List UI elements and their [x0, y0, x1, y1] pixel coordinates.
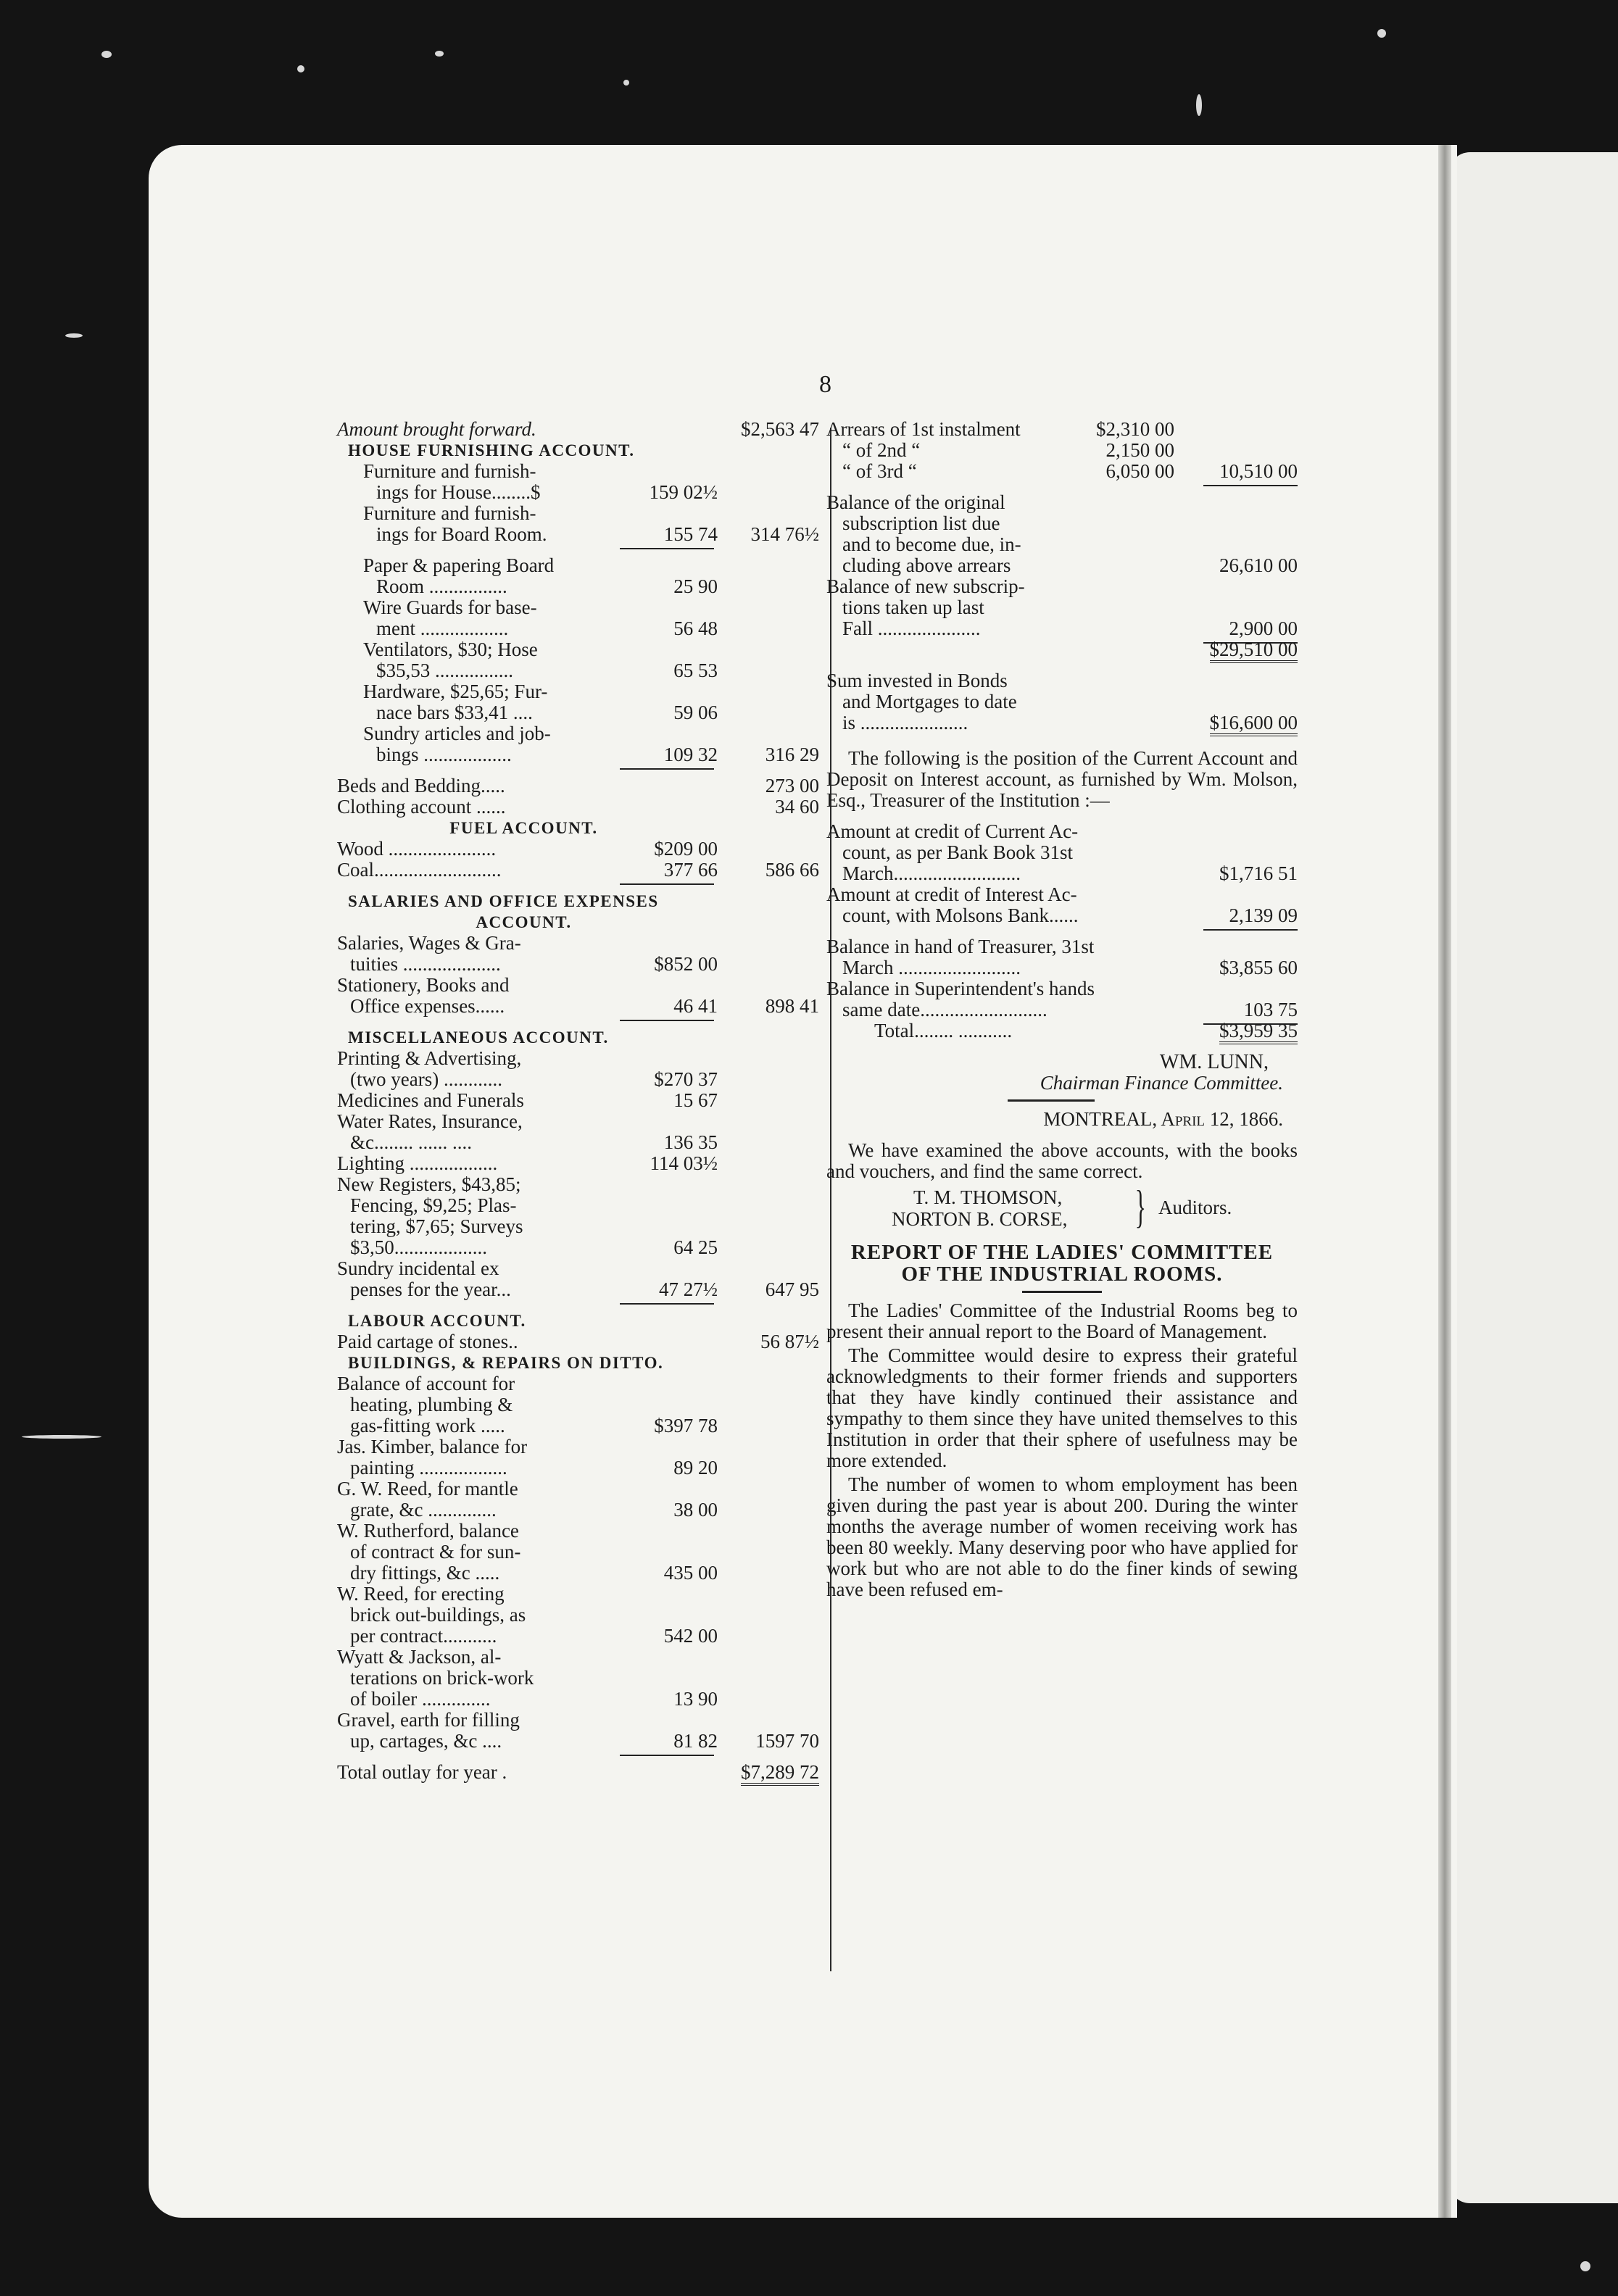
row-label: Medicines and Funerals [337, 1089, 524, 1111]
ledger-row [826, 999, 1298, 1020]
section-heading [337, 1310, 819, 1331]
section-heading [337, 1027, 819, 1048]
section-heading [337, 891, 819, 912]
row-label: is ...................... [842, 712, 968, 733]
ledger-row [337, 1626, 819, 1647]
ledger-row [337, 1279, 819, 1300]
amount-item: 59 06 [673, 702, 718, 723]
report-paragraph-2: The Committee would desire to express their grateful acknowledgments to their former friends and supporters that they have kindly continued their assistance and sympathy to them since they have united themselves to this Institution in order that their sphere of usefulness may be more extended. [826, 1344, 1298, 1471]
position-intro-text: The following is the position of the Current Account and Deposit on Interest account, as furnished by Wm. Molson, Esq., Treasurer of the Institution :— [826, 747, 1298, 811]
ledger-row [337, 618, 819, 639]
ledger-row [826, 884, 1298, 905]
row-label: $3,50................... [350, 1236, 487, 1258]
ledger-row [826, 712, 1298, 733]
underline-rule [620, 1755, 714, 1756]
amount-item: 159 02½ [649, 481, 718, 503]
right-column [826, 419, 1298, 1600]
ledger-row [337, 1373, 819, 1394]
row-label: Fencing, $9,25; Plas- [350, 1194, 517, 1216]
ledger-row [826, 978, 1298, 999]
report-paragraph-1: The Ladies' Committee of the Industrial Rooms beg to present their annual report to the Board of Management. [826, 1299, 1298, 1342]
amount-item: $852 00 [654, 953, 718, 975]
row-label: “ of 2nd “ [842, 439, 921, 461]
row-label: Hardware, $25,65; Fur- [363, 681, 548, 702]
row-label: brick out-buildings, as [350, 1604, 526, 1626]
ledger-row [337, 1731, 819, 1752]
ledger-row [826, 597, 1298, 618]
ledger-row [337, 1710, 819, 1731]
ledger-row [337, 1436, 819, 1457]
ledger-row [337, 1195, 819, 1216]
amount-item: 65 53 [673, 660, 718, 681]
amount-total: $7,289 72 [741, 1762, 819, 1786]
row-label: W. Reed, for erecting [337, 1583, 505, 1605]
amount-total: 647 95 [765, 1278, 819, 1300]
ledger-row [337, 597, 819, 618]
row-label: heating, plumbing & [350, 1394, 513, 1415]
bank-rows [826, 821, 1298, 1041]
amount-item: 2,150 00 [1105, 439, 1174, 461]
amount-total: 56 87½ [760, 1331, 819, 1352]
row-label: Total outlay for year . [337, 1761, 507, 1783]
ledger-row [826, 936, 1298, 957]
ledger-row [337, 1668, 819, 1689]
row-label: of contract & for sun- [350, 1541, 521, 1563]
row-label: and to become due, in- [842, 533, 1021, 555]
row-label: grate, &c .............. [350, 1499, 497, 1521]
auditor-thomson: T. M. THOMSON, [913, 1186, 1063, 1208]
underline-rule [620, 1020, 714, 1021]
row-label: Fall ..................... [842, 617, 981, 639]
auditor-corse: NORTON B. CORSE, [892, 1208, 1068, 1230]
facing-page [1448, 152, 1618, 2203]
row-label: Balance of the original [826, 491, 1005, 513]
row-gap [337, 881, 819, 891]
amount-total: 2,139 09 [1229, 904, 1298, 926]
row-label: Wyatt & Jackson, al- [337, 1646, 502, 1668]
row-label: March ......................... [842, 957, 1021, 978]
row-label: Amount at credit of Interest Ac- [826, 883, 1077, 905]
ledger-row [337, 524, 819, 545]
row-label: ings for Board Room. [376, 523, 547, 545]
ledger-row [337, 1521, 819, 1542]
ledger-row [337, 1331, 819, 1352]
row-gap [337, 1017, 819, 1027]
amount-total: 2,900 00 [1229, 617, 1298, 639]
row-label: Sundry incidental ex [337, 1257, 499, 1279]
ledger-row [826, 691, 1298, 712]
row-label: Printing & Advertising, [337, 1047, 522, 1069]
underline-rule [1203, 485, 1298, 486]
amount-item: 136 35 [663, 1131, 718, 1153]
ledger-row [337, 681, 819, 702]
amount-item: 56 48 [673, 617, 718, 639]
ledger-row [337, 775, 819, 796]
ledger-row [337, 1647, 819, 1668]
ledger-row [337, 1457, 819, 1478]
row-gap [826, 926, 1298, 936]
ledger-row [337, 482, 819, 503]
row-label: $35,53 ................ [376, 660, 513, 681]
row-label: Jas. Kimber, balance for [337, 1436, 528, 1457]
row-label: count, as per Bank Book 31st [842, 841, 1073, 863]
section-heading-text: ACCOUNT. [476, 913, 572, 931]
ledger-row [337, 419, 819, 440]
amount-item: 46 41 [673, 995, 718, 1017]
row-label: Salaries, Wages & Gra- [337, 932, 521, 954]
row-gap [337, 1752, 819, 1762]
row-label: Sundry articles and job- [363, 723, 551, 744]
amount-total: $29,510 00 [1210, 639, 1298, 663]
amount-item: 38 00 [673, 1499, 718, 1521]
row-label: Balance of account for [337, 1373, 515, 1394]
ledger-row [826, 440, 1298, 461]
row-label: Total........ ........... [874, 1020, 1013, 1041]
ledger-row [826, 576, 1298, 597]
row-label: Paper & papering Board [363, 554, 555, 576]
row-label: Balance in Superintendent's hands [826, 978, 1095, 999]
ledger-row [337, 1605, 819, 1626]
auditors-label: Auditors. [1158, 1197, 1232, 1218]
section-heading-text: BUILDINGS, & REPAIRS ON DITTO. [348, 1354, 664, 1372]
section-heading [337, 912, 819, 933]
row-label: per contract........... [350, 1625, 497, 1647]
ledger-row [826, 863, 1298, 884]
ledger-row [337, 1258, 819, 1279]
ledger-row [826, 1020, 1298, 1041]
amount-total: 34 60 [775, 796, 819, 818]
amount-item: 15 67 [673, 1089, 718, 1111]
section-heading-text: MISCELLANEOUS ACCOUNT. [348, 1028, 609, 1047]
row-label: ings for House........$ [376, 481, 541, 503]
ledger-row [337, 1542, 819, 1563]
ledger-row [337, 1090, 819, 1111]
amount-total: $16,600 00 [1210, 712, 1298, 736]
ledger-row [337, 933, 819, 954]
row-label: Stationery, Books and [337, 974, 510, 996]
amount-item: 25 90 [673, 575, 718, 597]
section-heading-text: HOUSE FURNISHING ACCOUNT. [348, 441, 635, 459]
row-label: nace bars $33,41 .... [376, 702, 533, 723]
row-label: Beds and Bedding..... [337, 775, 505, 796]
ledger-row [337, 975, 819, 996]
row-label: Wood ...................... [337, 838, 497, 860]
row-label: Balance of new subscrip- [826, 575, 1025, 597]
report-title-line1: REPORT OF THE LADIES' COMMITTEE [850, 1241, 1274, 1264]
row-label: W. Rutherford, balance [337, 1520, 519, 1542]
row-label: painting .................. [350, 1457, 507, 1478]
row-label: “ of 3rd “ [842, 460, 917, 482]
underline-rule [1203, 929, 1298, 931]
amount-total: $3,959 35 [1219, 1020, 1298, 1044]
page-fold [1438, 145, 1451, 2218]
ledger-row [337, 660, 819, 681]
ledger-row [826, 905, 1298, 926]
ledger-row [337, 1048, 819, 1069]
amount-total: 586 66 [765, 859, 819, 881]
ledger-row [337, 503, 819, 524]
row-label: Amount at credit of Current Ac- [826, 820, 1079, 842]
amount-item: $2,310 00 [1096, 418, 1174, 440]
amount-item: $209 00 [654, 838, 718, 860]
row-label: Gravel, earth for filling [337, 1709, 520, 1731]
row-label: March.......................... [842, 862, 1021, 884]
amount-total: 26,610 00 [1219, 554, 1298, 576]
background-speck [1580, 2261, 1590, 2271]
underline-rule [620, 548, 714, 549]
audit-statement: We have examined the above accounts, with the books and vouchers, and find the same correct. [826, 1139, 1298, 1182]
ledger-row [337, 723, 819, 744]
page-number: 8 [819, 371, 831, 398]
row-label: tions taken up last [842, 596, 984, 618]
report-paragraph-3: The number of women to whom employment has been given during the past year is about 200. During the winter months the average number of women receiving work has been 80 weekly. Many deserving poor who have applied for work but who are not able to do the finer kinds of sewing have been refused em- [826, 1473, 1298, 1600]
dateline: MONTREAL, April 12, 1866. [1043, 1108, 1283, 1130]
ledger-row [337, 1132, 819, 1153]
amount-total: 103 75 [1243, 999, 1298, 1020]
row-label: terations on brick-work [350, 1667, 534, 1689]
row-label: Coal.......................... [337, 859, 502, 881]
ledger-row [826, 957, 1298, 978]
ledger-row [337, 860, 819, 881]
row-label: Amount brought forward. [337, 418, 536, 440]
ledger-row [337, 1111, 819, 1132]
row-label: G. W. Reed, for mantle [337, 1478, 518, 1500]
row-label: Furniture and furnish- [363, 502, 536, 524]
ledger-row [826, 534, 1298, 555]
ledger-row [337, 1153, 819, 1174]
row-label: (two years) ............ [350, 1068, 502, 1090]
ledger-row [337, 639, 819, 660]
row-label: tuities .................... [350, 953, 501, 975]
ledger-row [337, 461, 819, 482]
row-label: bings .................. [376, 744, 512, 765]
row-label: dry fittings, &c ..... [350, 1562, 500, 1584]
amount-total: 273 00 [765, 775, 819, 796]
row-label: Lighting .................. [337, 1152, 498, 1174]
ledger-row [826, 555, 1298, 576]
signature-title: Chairman Finance Committee. [1040, 1072, 1283, 1094]
divider [1008, 1099, 1095, 1102]
brace-glyph: } [1134, 1181, 1147, 1232]
amount-item: 6,050 00 [1105, 460, 1174, 482]
amount-item: 13 90 [673, 1688, 718, 1710]
section-heading-text: LABOUR ACCOUNT. [348, 1312, 526, 1330]
row-label: Water Rates, Insurance, [337, 1110, 523, 1132]
amount-total: $2,563 47 [741, 418, 819, 440]
ledger-row [826, 618, 1298, 639]
ledger-row [826, 821, 1298, 842]
background-speck [623, 80, 629, 86]
background-speck [22, 1435, 101, 1439]
background-speck [435, 51, 444, 57]
amount-item: $397 78 [654, 1415, 718, 1436]
underline-rule [620, 883, 714, 885]
underline-rule [620, 1303, 714, 1305]
row-label: ment .................. [376, 617, 509, 639]
ledger-row [337, 996, 819, 1017]
row-label: Arrears of 1st instalment [826, 418, 1021, 440]
row-label: gas-fitting work ..... [350, 1415, 505, 1436]
ledger-row [337, 1689, 819, 1710]
section-heading [337, 1352, 819, 1373]
amount-total: 1597 70 [755, 1730, 819, 1752]
ledger-row [826, 639, 1298, 660]
ledger-row [337, 954, 819, 975]
ledger-row [337, 1415, 819, 1436]
ledger-row [826, 513, 1298, 534]
report-title-line2: OF THE INDUSTRIAL ROOMS. [901, 1263, 1223, 1286]
row-gap [337, 1300, 819, 1310]
row-label: of boiler .............. [350, 1688, 491, 1710]
row-label: Paid cartage of stones.. [337, 1331, 518, 1352]
ledger-row [337, 1500, 819, 1521]
background-speck [1196, 94, 1202, 116]
row-label: Ventilators, $30; Hose [363, 639, 538, 660]
section-heading [337, 440, 819, 461]
underline-rule [620, 768, 714, 770]
row-label: New Registers, $43,85; [337, 1173, 521, 1195]
ledger-row [337, 1216, 819, 1237]
amount-total: $3,855 60 [1219, 957, 1298, 978]
row-label: cluding above arrears [842, 554, 1011, 576]
amount-item: 47 27½ [659, 1278, 718, 1300]
row-label: tering, $7,65; Surveys [350, 1215, 523, 1237]
section-heading [337, 818, 819, 839]
ledger-row [826, 461, 1298, 482]
background-speck [65, 333, 83, 338]
amount-item: 155 74 [663, 523, 718, 545]
row-label: count, with Molsons Bank...... [842, 904, 1079, 926]
amount-total: 898 41 [765, 995, 819, 1017]
amount-item: $270 37 [654, 1068, 718, 1090]
amount-item: 64 25 [673, 1236, 718, 1258]
amount-total: 316 29 [765, 744, 819, 765]
amount-item: 542 00 [663, 1625, 718, 1647]
ledger-row [337, 839, 819, 860]
ledger-row [337, 576, 819, 597]
row-label: up, cartages, &c .... [350, 1730, 502, 1752]
ledger-row [337, 1174, 819, 1195]
amount-total: $1,716 51 [1219, 862, 1298, 884]
ledger-row [826, 492, 1298, 513]
section-heading-text: FUEL ACCOUNT. [449, 819, 598, 837]
left-column-accounts [337, 419, 819, 1783]
ledger-row [337, 1762, 819, 1783]
row-label: Room ................ [376, 575, 507, 597]
signature-name: WM. LUNN, [1159, 1051, 1269, 1073]
row-gap [337, 545, 819, 555]
row-label: same date.......................... [842, 999, 1047, 1020]
section-heading-text: SALARIES AND OFFICE EXPENSES [348, 892, 659, 910]
row-label: Sum invested in Bonds [826, 670, 1008, 691]
amount-item: 81 82 [673, 1730, 718, 1752]
row-label: subscription list due [842, 512, 1000, 534]
ledger-row [337, 1584, 819, 1605]
ledger-row [337, 702, 819, 723]
ledger-row [826, 419, 1298, 440]
row-label: Balance in hand of Treasurer, 31st [826, 936, 1095, 957]
amount-item: 377 66 [663, 859, 718, 881]
amount-item: 114 03½ [650, 1152, 718, 1174]
ledger-row [337, 1394, 819, 1415]
ledger-row [826, 670, 1298, 691]
amount-item: 435 00 [663, 1562, 718, 1584]
ledger-row [337, 555, 819, 576]
ledger-row [337, 796, 819, 818]
row-gap [826, 482, 1298, 492]
row-label: Wire Guards for base- [363, 596, 537, 618]
ledger-row [337, 1478, 819, 1500]
ledger-row [337, 1069, 819, 1090]
background-speck [1377, 29, 1386, 38]
title-divider [1022, 1291, 1102, 1293]
ledger-row [337, 1563, 819, 1584]
row-gap [337, 765, 819, 775]
ledger-row [337, 1237, 819, 1258]
background-speck [297, 65, 304, 72]
row-label: Clothing account ...... [337, 796, 506, 818]
background-speck [101, 51, 112, 58]
auditors-block [826, 1181, 1298, 1232]
row-label: and Mortgages to date [842, 691, 1017, 712]
amount-item: 89 20 [673, 1457, 718, 1478]
amount-total: 314 76½ [750, 523, 819, 545]
ledger-row [337, 744, 819, 765]
amount-total: 10,510 00 [1219, 460, 1298, 482]
amount-item: 109 32 [663, 744, 718, 765]
ledger-row [826, 842, 1298, 863]
row-label: Furniture and furnish- [363, 460, 536, 482]
row-label: Office expenses...... [350, 995, 505, 1017]
row-label: penses for the year... [350, 1278, 511, 1300]
row-label: &c........ ...... .... [350, 1131, 472, 1153]
subscription-rows [826, 419, 1298, 733]
